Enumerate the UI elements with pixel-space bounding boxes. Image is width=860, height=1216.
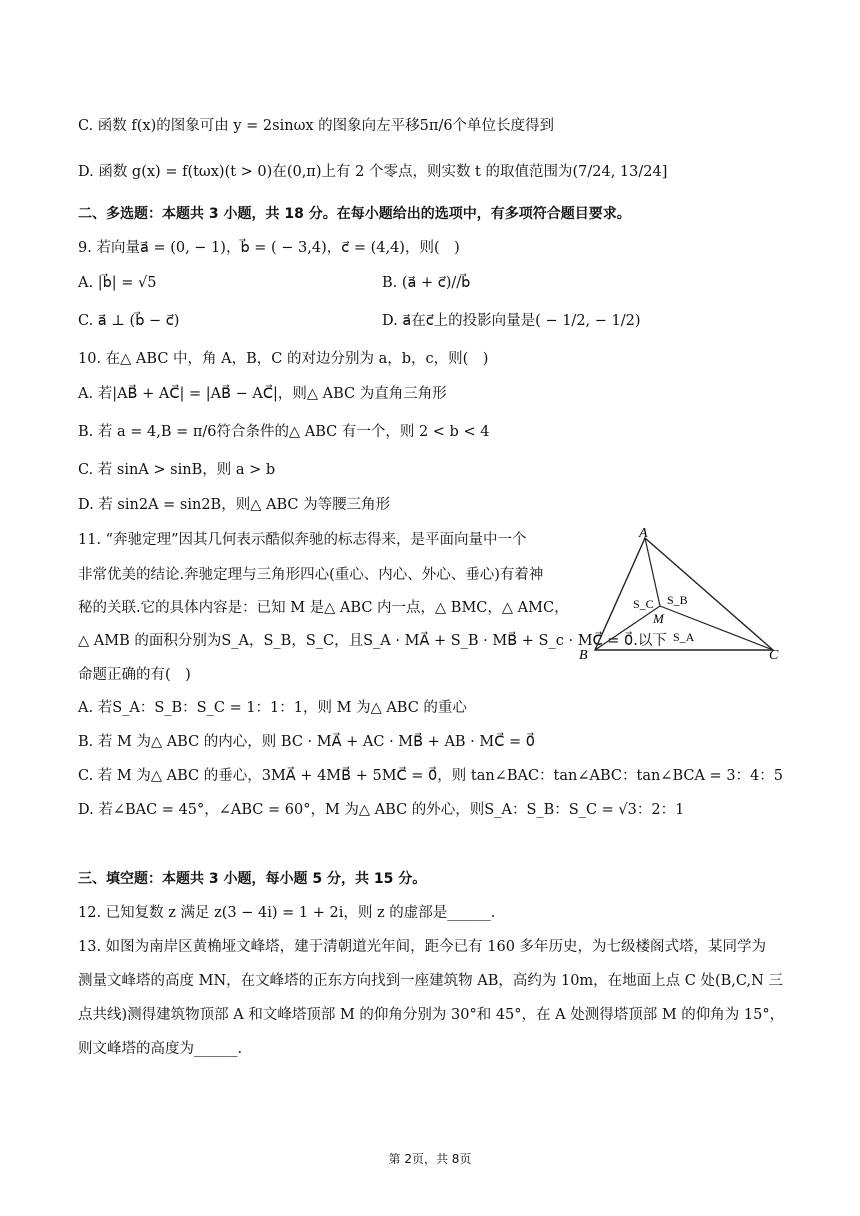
question-10-option-d: D. 若 sin2A = sin2B，则△ ABC 为等腰三角形 — [78, 497, 391, 513]
benz-theorem-triangle-figure — [575, 528, 785, 668]
area-label-sa: S_A — [673, 630, 695, 644]
question-9-option-c: C. a⃗ ⊥ (b⃗ − c⃗) — [78, 313, 180, 329]
question-11-line-4: △ AMB 的面积分别为S_A，S_B，S_C，且S_A · MA⃗ + S_B · MB⃗ + S_c · MC⃗ = 0⃗.以下 — [78, 633, 667, 649]
section-heading-fill-in: 三、填空题：本题共 3 小题，每小题 5 分，共 15 分。 — [78, 871, 427, 887]
question-9: 9. 若向量a⃗ = (0, − 1)，b⃗ = ( − 3,4)，c⃗ = (4,4)，则( ) — [78, 240, 460, 256]
vertex-label-a: A — [639, 528, 648, 541]
point-label-m: M — [653, 611, 664, 626]
question-11-line-5: 命题正确的有( ) — [78, 667, 191, 683]
vertex-label-b: B — [579, 648, 588, 663]
question-9-option-b: B. (a⃗ + c⃗)//b⃗ — [382, 275, 471, 291]
question-13-line-4: 则文峰塔的高度为______. — [78, 1041, 243, 1057]
question-10-option-c: C. 若 sinA > sinB，则 a > b — [78, 462, 276, 478]
question-13-line-3: 点共线)测得建筑物顶部 A 和文峰塔顶部 M 的仰角分别为 30°和 45°，在 A 处测得塔顶部 M 的仰角为 15°， — [78, 1007, 785, 1023]
question-11-line-3: 秘的关联.它的具体内容是：已知 M 是△ ABC 内一点，△ BMC，△ AMC， — [78, 600, 569, 616]
page-footer: 第 2页，共 8页 — [388, 1152, 472, 1166]
question-11-option-b: B. 若 M 为△ ABC 的内心，则 BC · MA⃗ + AC · MB⃗ + AB · MC⃗ = 0⃗ — [78, 734, 535, 750]
question-11-line-1: 11. “奔驰定理”因其几何表示酷似奔驰的标志得来，是平面向量中一个 — [78, 532, 527, 548]
section-heading-multiple-choice: 二、多选题：本题共 3 小题，共 18 分。在每小题给出的选项中，有多项符合题目要求。 — [78, 206, 631, 222]
question-9-option-a: A. |b⃗| = √5 — [78, 275, 157, 291]
text-d-option: D. 函数 g(x) = f(tωx)(t > 0)在(0,π)上有 2 个零点，则实数 t 的取值范围为(7/24, 13/24] — [78, 164, 668, 180]
text-c-option: C. 函数 f(x)的图象可由 y = 2sinωx 的图象向左平移5π/6个单位长度得到 — [78, 118, 555, 134]
question-10-option-b: B. 若 a = 4,B = π/6符合条件的△ ABC 有一个，则 2 < b < 4 — [78, 424, 490, 440]
question-10: 10. 在△ ABC 中，角 A，B，C 的对边分别为 a，b，c，则( ) — [78, 351, 489, 367]
question-11-line-2: 非常优美的结论.奔驰定理与三角形四心(重心、内心、外心、垂心)有着神 — [78, 567, 544, 583]
question-13-line-2: 测量文峰塔的高度 MN，在文峰塔的正东方向找到一座建筑物 AB，高约为 10m，在地面上点 C 处(B,C,N 三 — [78, 973, 783, 989]
question-9-option-d: D. a⃗在c⃗上的投影向量是( − 1/2, − 1/2) — [382, 313, 641, 329]
area-label-sc: S_C — [633, 597, 654, 611]
vertex-label-c: C — [769, 648, 779, 663]
question-11-option-d: D. 若∠BAC = 45°，∠ABC = 60°，M 为△ ABC 的外心，则S_A：S_B：S_C = √3：2：1 — [78, 802, 685, 818]
question-12: 12. 已知复数 z 满足 z(3 − 4i) = 1 + 2i，则 z 的虚部是______. — [78, 905, 496, 921]
question-11-option-a: A. 若S_A：S_B：S_C = 1：1：1，则 M 为△ ABC 的重心 — [78, 700, 467, 716]
area-label-sb: S_B — [667, 593, 688, 607]
question-13-line-1: 13. 如图为南岸区黄桷垭文峰塔，建于清朝道光年间，距今已有 160 多年历史，为七级楼阁式塔，某同学为 — [78, 939, 767, 955]
question-11-option-c: C. 若 M 为△ ABC 的垂心，3MA⃗ + 4MB⃗ + 5MC⃗ = 0⃗，则 tan∠BAC：tan∠ABC：tan∠BCA = 3：4：5 — [78, 768, 783, 784]
question-10-option-a: A. 若|AB⃗ + AC⃗| = |AB⃗ − AC⃗|，则△ ABC 为直角三角形 — [78, 386, 447, 402]
